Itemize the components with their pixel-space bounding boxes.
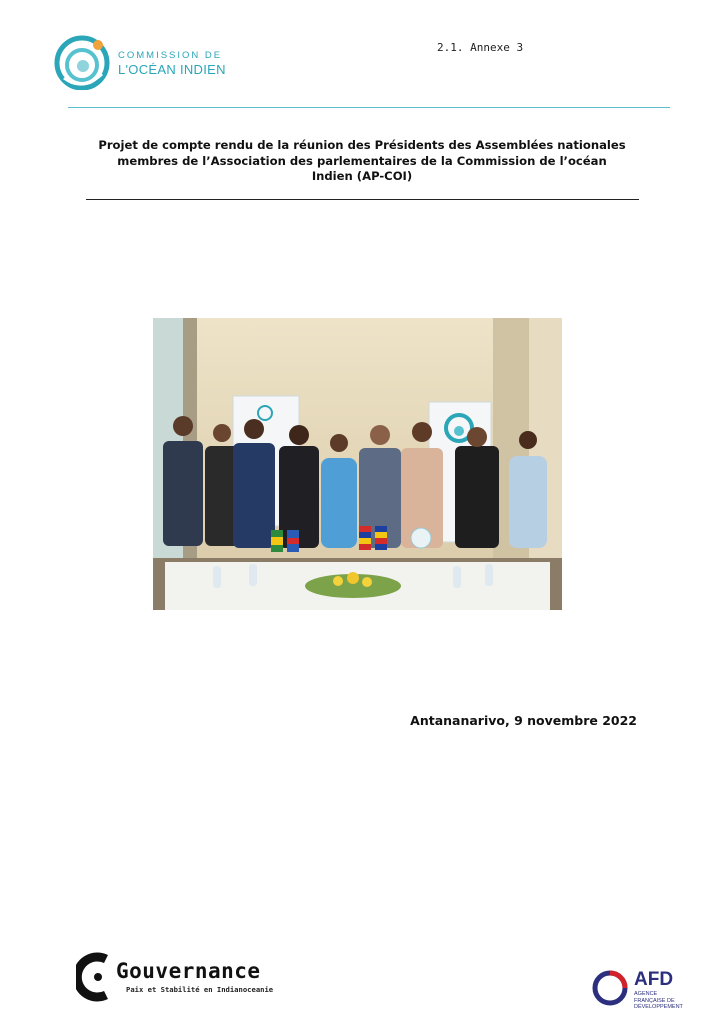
title-divider xyxy=(86,199,639,200)
document-title xyxy=(82,138,642,185)
coi-name-line2: L'OCÉAN INDIEN xyxy=(118,62,226,77)
annex-label: 2.1. Annexe 3 xyxy=(437,41,524,54)
gouvernance-c-icon xyxy=(76,951,112,1003)
afd-name: AFD xyxy=(634,969,674,990)
afd-ring-icon xyxy=(590,968,630,1008)
title-line-2: membres de l’Association des parlementaires de la Commission de l’océan xyxy=(117,153,607,168)
group-photo-illustration xyxy=(153,318,562,610)
title-line-3: Indien (AP-COI) xyxy=(311,169,413,183)
group-photo xyxy=(153,318,562,610)
title-line-1: Projet de compte rendu de la réunion des Présidents des Assemblées nationales xyxy=(98,138,626,152)
date-place: Antananarivo, 9 novembre 2022 xyxy=(410,713,637,728)
gouvernance-logo xyxy=(76,948,292,1008)
coi-name-line1: COMMISSION DE xyxy=(118,50,223,61)
afd-logo xyxy=(590,968,690,1008)
header-divider xyxy=(68,107,670,108)
gouvernance-title: Gouvernance xyxy=(116,959,261,983)
coi-logo xyxy=(54,34,234,92)
afd-tagline: AGENCE FRANÇAISE DE DÉVELOPPEMENT xyxy=(634,991,683,1010)
coi-swirl-icon xyxy=(54,34,110,90)
gouvernance-subtitle: Paix et Stabilité en Indianoceanie xyxy=(126,985,274,994)
